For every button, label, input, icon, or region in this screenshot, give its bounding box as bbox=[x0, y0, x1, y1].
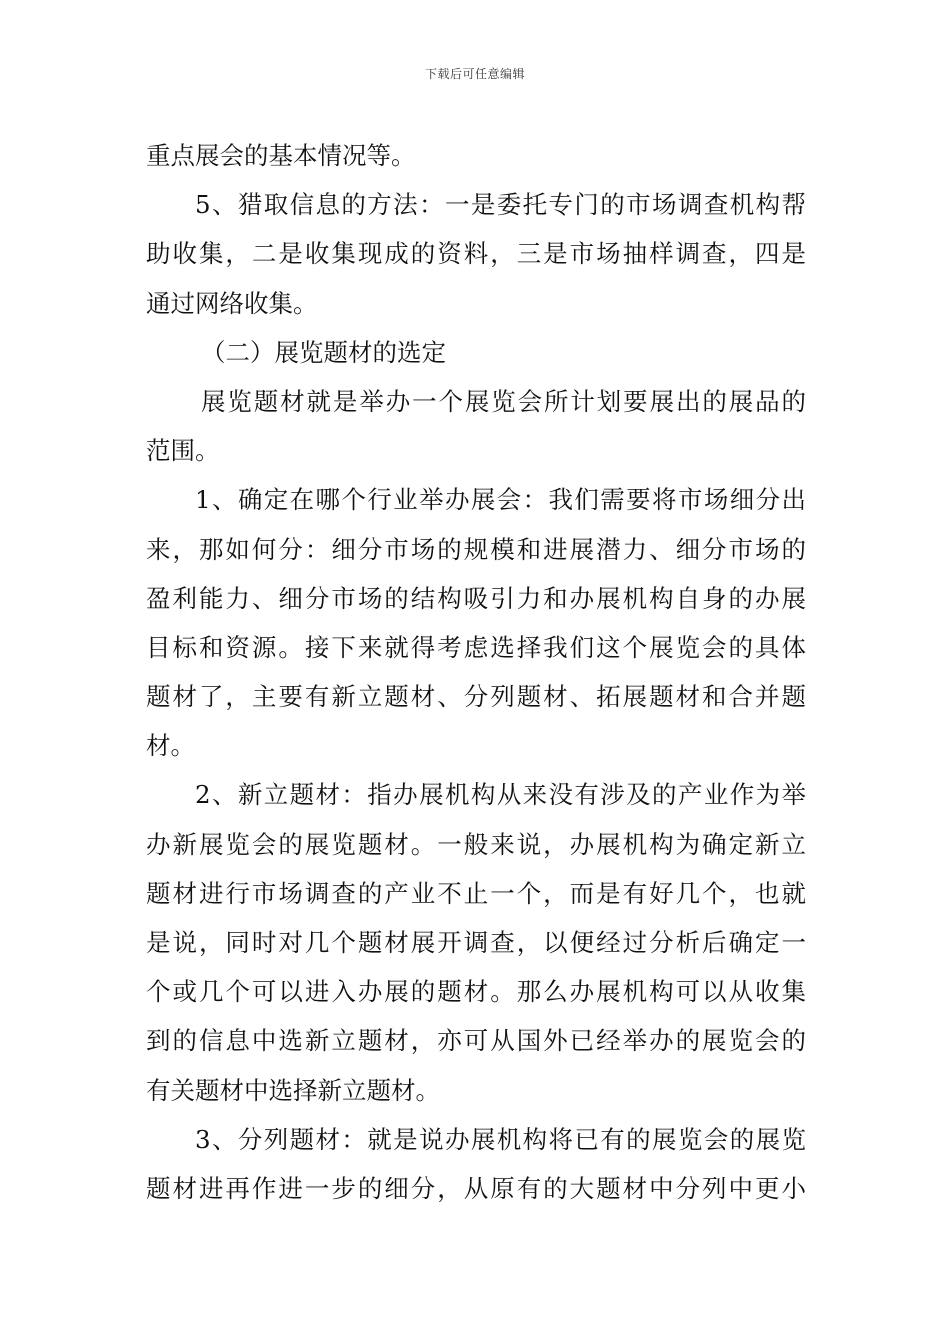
paragraph-line: 到的信息中选新立题材，亦可从国外已经举办的展览会的 bbox=[146, 1026, 806, 1056]
paragraph-line: 5、猎取信息的方法：一是委托专门的市场调查机构帮 bbox=[195, 190, 806, 220]
paragraph-line: 3、分列题材：就是说办展机构将已有的展览会的展览 bbox=[195, 1124, 806, 1154]
page-header: 下载后可任意编辑 bbox=[424, 67, 525, 81]
paragraph-line: 1、确定在哪个行业举办展会：我们需要将市场细分出 bbox=[195, 485, 806, 515]
paragraph-line: 重点展会的基本情况等。 bbox=[146, 141, 416, 170]
paragraph-line: 材。 bbox=[146, 731, 195, 761]
paragraph-line: 展览题材就是举办一个展览会所计划要展出的展品的 bbox=[201, 386, 806, 416]
paragraph-line: 是说，同时对几个题材展开调查，以便经过分析后确定一 bbox=[146, 928, 806, 957]
paragraph-line: 来，那如何分：细分市场的规模和进展潜力、细分市场的 bbox=[146, 534, 806, 564]
paragraph-line: 个或几个可以进入办展的题材。那么办展机构可以从收集 bbox=[146, 977, 806, 1007]
section-heading: （二）展览题材的选定 bbox=[201, 337, 446, 367]
paragraph-line: 2、新立题材：指办展机构从来没有涉及的产业作为举 bbox=[195, 780, 806, 810]
paragraph-line: 范围。 bbox=[146, 436, 220, 466]
paragraph-line: 办新展览会的展览题材。一般来说，办展机构为确定新立 bbox=[146, 829, 806, 859]
paragraph-line: 通过网络收集。 bbox=[146, 288, 318, 318]
paragraph-line: 题材进行市场调查的产业不止一个，而是有好几个，也就 bbox=[146, 878, 806, 908]
paragraph-line: 题材了，主要有新立题材、分列题材、拓展题材和合并题 bbox=[146, 682, 806, 712]
document-body bbox=[146, 131, 806, 1213]
paragraph-line: 盈利能力、细分市场的结构吸引力和办展机构自身的办展 bbox=[146, 583, 806, 613]
paragraph-line: 有关题材中选择新立题材。 bbox=[146, 1075, 440, 1105]
paragraph-line: 助收集，二是收集现成的资料，三是市场抽样调查，四是 bbox=[146, 239, 806, 269]
paragraph-line: 题材进再作进一步的细分，从原有的大题材中分列中更小 bbox=[146, 1173, 806, 1203]
paragraph-line: 目标和资源。接下来就得考虑选择我们这个展览会的具体 bbox=[146, 632, 806, 662]
